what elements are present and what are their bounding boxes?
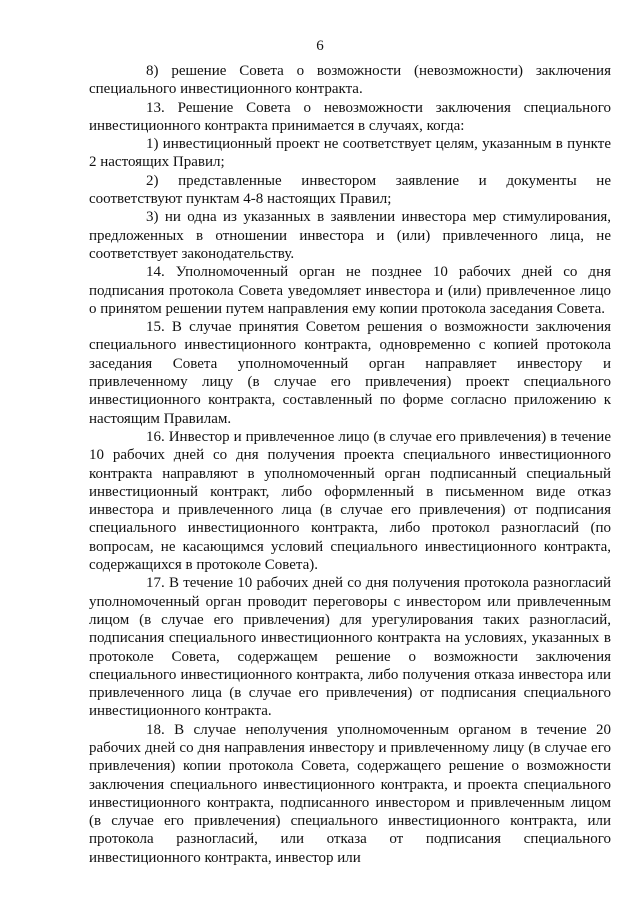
document-body: [89, 62, 611, 867]
paragraph-13-item-3: 3) ни одна из указанных в заявлении инвестора мер стимулирования, предложенных в отношении инвестора и (или) привлеченного лица, не соответствует законодательству.: [89, 209, 611, 262]
paragraph-13-item-1: 1) инвестиционный проект не соответствует целям, указанным в пункте 2 настоящих Правил;: [89, 136, 611, 171]
paragraph-13: 13. Решение Совета о невозможности заключения специального инвестиционного контракта принимается в случаях, когда:: [89, 99, 611, 134]
paragraph-17: 17. В течение 10 рабочих дней со дня получения протокола разногласий уполномоченный орган проводит переговоры с инвестором или привлеченным лицом (в случае его привлечения) для урегулирования таких разногласий, подписания специального инвестиционного контракта на условиях, указанных в протоколе Совета, содержащем решение о возможности заключения специального инвестиционного контракта, либо получения отказа инвестора или привлеченного лица (в случае его привлечения) от подписания специального инвестиционного контракта.: [89, 575, 611, 720]
paragraph-14: 14. Уполномоченный орган не позднее 10 рабочих дней со дня подписания протокола Совета уведомляет инвестора и (или) привлеченное лицо о принятом решении путем направления ему копии протокола заседания Совета.: [89, 264, 611, 317]
paragraph-item-8: 8) решение Совета о возможности (невозможности) заключения специального инвестиционного контракта.: [89, 63, 611, 98]
paragraph-18: 18. В случае неполучения уполномоченным органом в течение 20 рабочих дней со дня направления инвестору и привлеченному лицу (в случае его привлечения) копии протокола Совета, содержащего решение о возможности заключения специального инвестиционного контракта, и проекта специального инвестиционного контракта, подписанного инвестором и привлеченным лицом (в случае его привлечения) специального инвестиционного контракта, или протокола разногласий, или отказа от подписания специального инвестиционного контракта, инвестор или: [89, 721, 611, 866]
paragraph-13-item-2: 2) представленные инвестором заявление и документы не соответствуют пунктам 4-8 настоящих Правил;: [89, 172, 611, 208]
paragraph-16: 16. Инвестор и привлеченное лицо (в случае его привлечения) в течение 10 рабочих дней со дня получения проекта специального инвестиционного контракта направляют в уполномоченный орган подписанный специальный инвестиционный контракт, либо оформленный в письменном виде отказ инвестора и привлеченного лица (в случае его привлечения) от подписания специального инвестиционного контракта, либо протокол разногласий (по вопросам, не касающимся условий специального инвестиционного контракта, содержащихся в протоколе Совета).: [89, 428, 611, 574]
page-number: 6: [316, 38, 324, 54]
paragraph-15: 15. В случае принятия Советом решения о возможности заключения специального инвестиционного контракта, одновременно с копией протокола заседания Совета уполномоченный орган направляет инвестору и привлеченному лицу (в случае его привлечения) проект специального инвестиционного контракта, составленный по форме согласно приложению к настоящим Правилам.: [89, 319, 611, 427]
